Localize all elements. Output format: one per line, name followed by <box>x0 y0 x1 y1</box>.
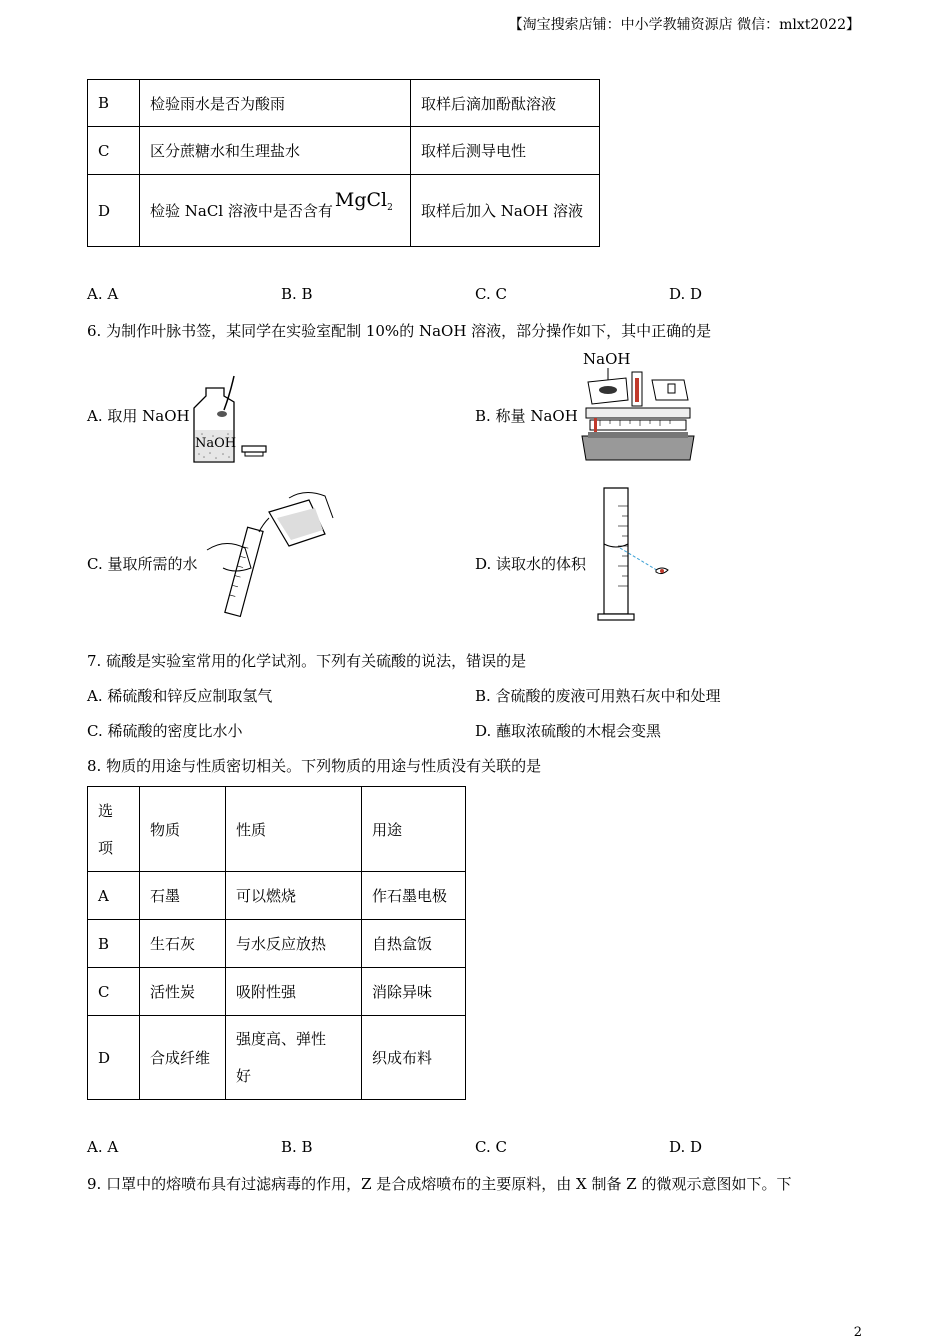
page-header: 【淘宝搜索店铺：中小学教辅资源店 微信：mlxt2022】 <box>508 17 860 33</box>
pouring-water-icon <box>205 488 335 618</box>
method-cell: 取样后加入 NaOH 溶液 <box>411 175 600 247</box>
table-row <box>88 872 466 920</box>
table-row <box>88 175 600 247</box>
question-5-table <box>87 79 600 247</box>
q7-option-a: A. 稀硫酸和锌反应制取氢气 <box>87 687 273 705</box>
table-row <box>88 80 600 127</box>
table-row <box>88 968 466 1016</box>
formula-subscript: 2 <box>387 202 393 213</box>
option-cell: A <box>88 872 140 920</box>
option-header-line1: 选 <box>98 801 114 820</box>
answer-b: B. B <box>281 285 313 303</box>
purpose-text: 检验 NaCl 溶液中是否含有 <box>150 201 333 220</box>
property-cell <box>226 1016 362 1100</box>
chemical-formula <box>335 189 393 211</box>
property-cell: 可以燃烧 <box>226 872 362 920</box>
q8-answer-d: D. D <box>669 1138 703 1156</box>
substance-cell: 合成纤维 <box>140 1016 226 1100</box>
option-c-label: C. 量取所需的水 <box>87 555 198 573</box>
option-cell: D <box>88 1016 140 1100</box>
table-row <box>88 127 600 175</box>
option-cell: B <box>88 80 140 127</box>
purpose-cell: 检验雨水是否为酸雨 <box>140 80 411 127</box>
purpose-cell <box>140 175 411 247</box>
question-9-stem: 9. 口罩中的熔喷布具有过滤病毒的作用，Z 是合成熔喷布的主要原料，由 X 制备 Z 的微观示意图如下。下 <box>87 1175 792 1193</box>
use-header: 用途 <box>362 787 466 872</box>
question-7-stem: 7. 硫酸是实验室常用的化学试剂。下列有关硫酸的说法，错误的是 <box>87 652 527 670</box>
use-cell: 织成布料 <box>362 1016 466 1100</box>
reagent-bottle-icon <box>190 374 270 466</box>
option-header <box>88 787 140 872</box>
question-8-stem: 8. 物质的用途与性质密切相关。下列物质的用途与性质没有关联的是 <box>87 757 542 775</box>
option-cell: D <box>88 175 140 247</box>
option-a-label: A. 取用 NaOH <box>87 407 190 425</box>
balance-icon <box>580 368 696 464</box>
bottle-label: NaOH <box>195 436 237 451</box>
substance-cell: 生石灰 <box>140 920 226 968</box>
property-line1: 强度高、弹性 <box>236 1030 327 1048</box>
q8-answer-a: A. A <box>87 1138 119 1156</box>
option-cell: C <box>88 968 140 1016</box>
q7-option-c: C. 稀硫酸的密度比水小 <box>87 722 243 740</box>
option-header-line2: 项 <box>98 838 114 857</box>
graduated-cylinder-icon <box>598 486 678 624</box>
q8-answer-c: C. C <box>475 1138 507 1156</box>
balance-label: NaOH <box>583 350 631 368</box>
table-header-row <box>88 787 466 872</box>
answer-d: D. D <box>669 285 703 303</box>
q7-option-d: D. 蘸取浓硫酸的木棍会变黑 <box>475 722 662 740</box>
use-cell: 消除异味 <box>362 968 466 1016</box>
property-header: 性质 <box>226 787 362 872</box>
option-d-label: D. 读取水的体积 <box>475 555 587 573</box>
q7-option-b: B. 含硫酸的废液可用熟石灰中和处理 <box>475 687 721 705</box>
property-line2: 好 <box>236 1067 252 1085</box>
substance-cell: 活性炭 <box>140 968 226 1016</box>
substance-header: 物质 <box>140 787 226 872</box>
page-number: 2 <box>853 1325 862 1340</box>
purpose-cell: 区分蔗糖水和生理盐水 <box>140 127 411 175</box>
table-row <box>88 1016 466 1100</box>
question-6-stem: 6. 为制作叶脉书签，某同学在实验室配制 10%的 NaOH 溶液，部分操作如下，其中正确的是 <box>87 322 712 340</box>
substance-cell: 石墨 <box>140 872 226 920</box>
property-cell: 吸附性强 <box>226 968 362 1016</box>
method-cell: 取样后测导电性 <box>411 127 600 175</box>
formula-text: MgCl <box>334 188 388 211</box>
option-cell: B <box>88 920 140 968</box>
answer-c: C. C <box>475 285 507 303</box>
method-cell: 取样后滴加酚酞溶液 <box>411 80 600 127</box>
question-8-table <box>87 786 466 1100</box>
q8-answer-b: B. B <box>281 1138 313 1156</box>
option-b-label: B. 称量 NaOH <box>475 407 578 425</box>
use-cell: 自热盒饭 <box>362 920 466 968</box>
table-row <box>88 920 466 968</box>
option-cell: C <box>88 127 140 175</box>
use-cell: 作石墨电极 <box>362 872 466 920</box>
property-cell: 与水反应放热 <box>226 920 362 968</box>
answer-a: A. A <box>87 285 119 303</box>
